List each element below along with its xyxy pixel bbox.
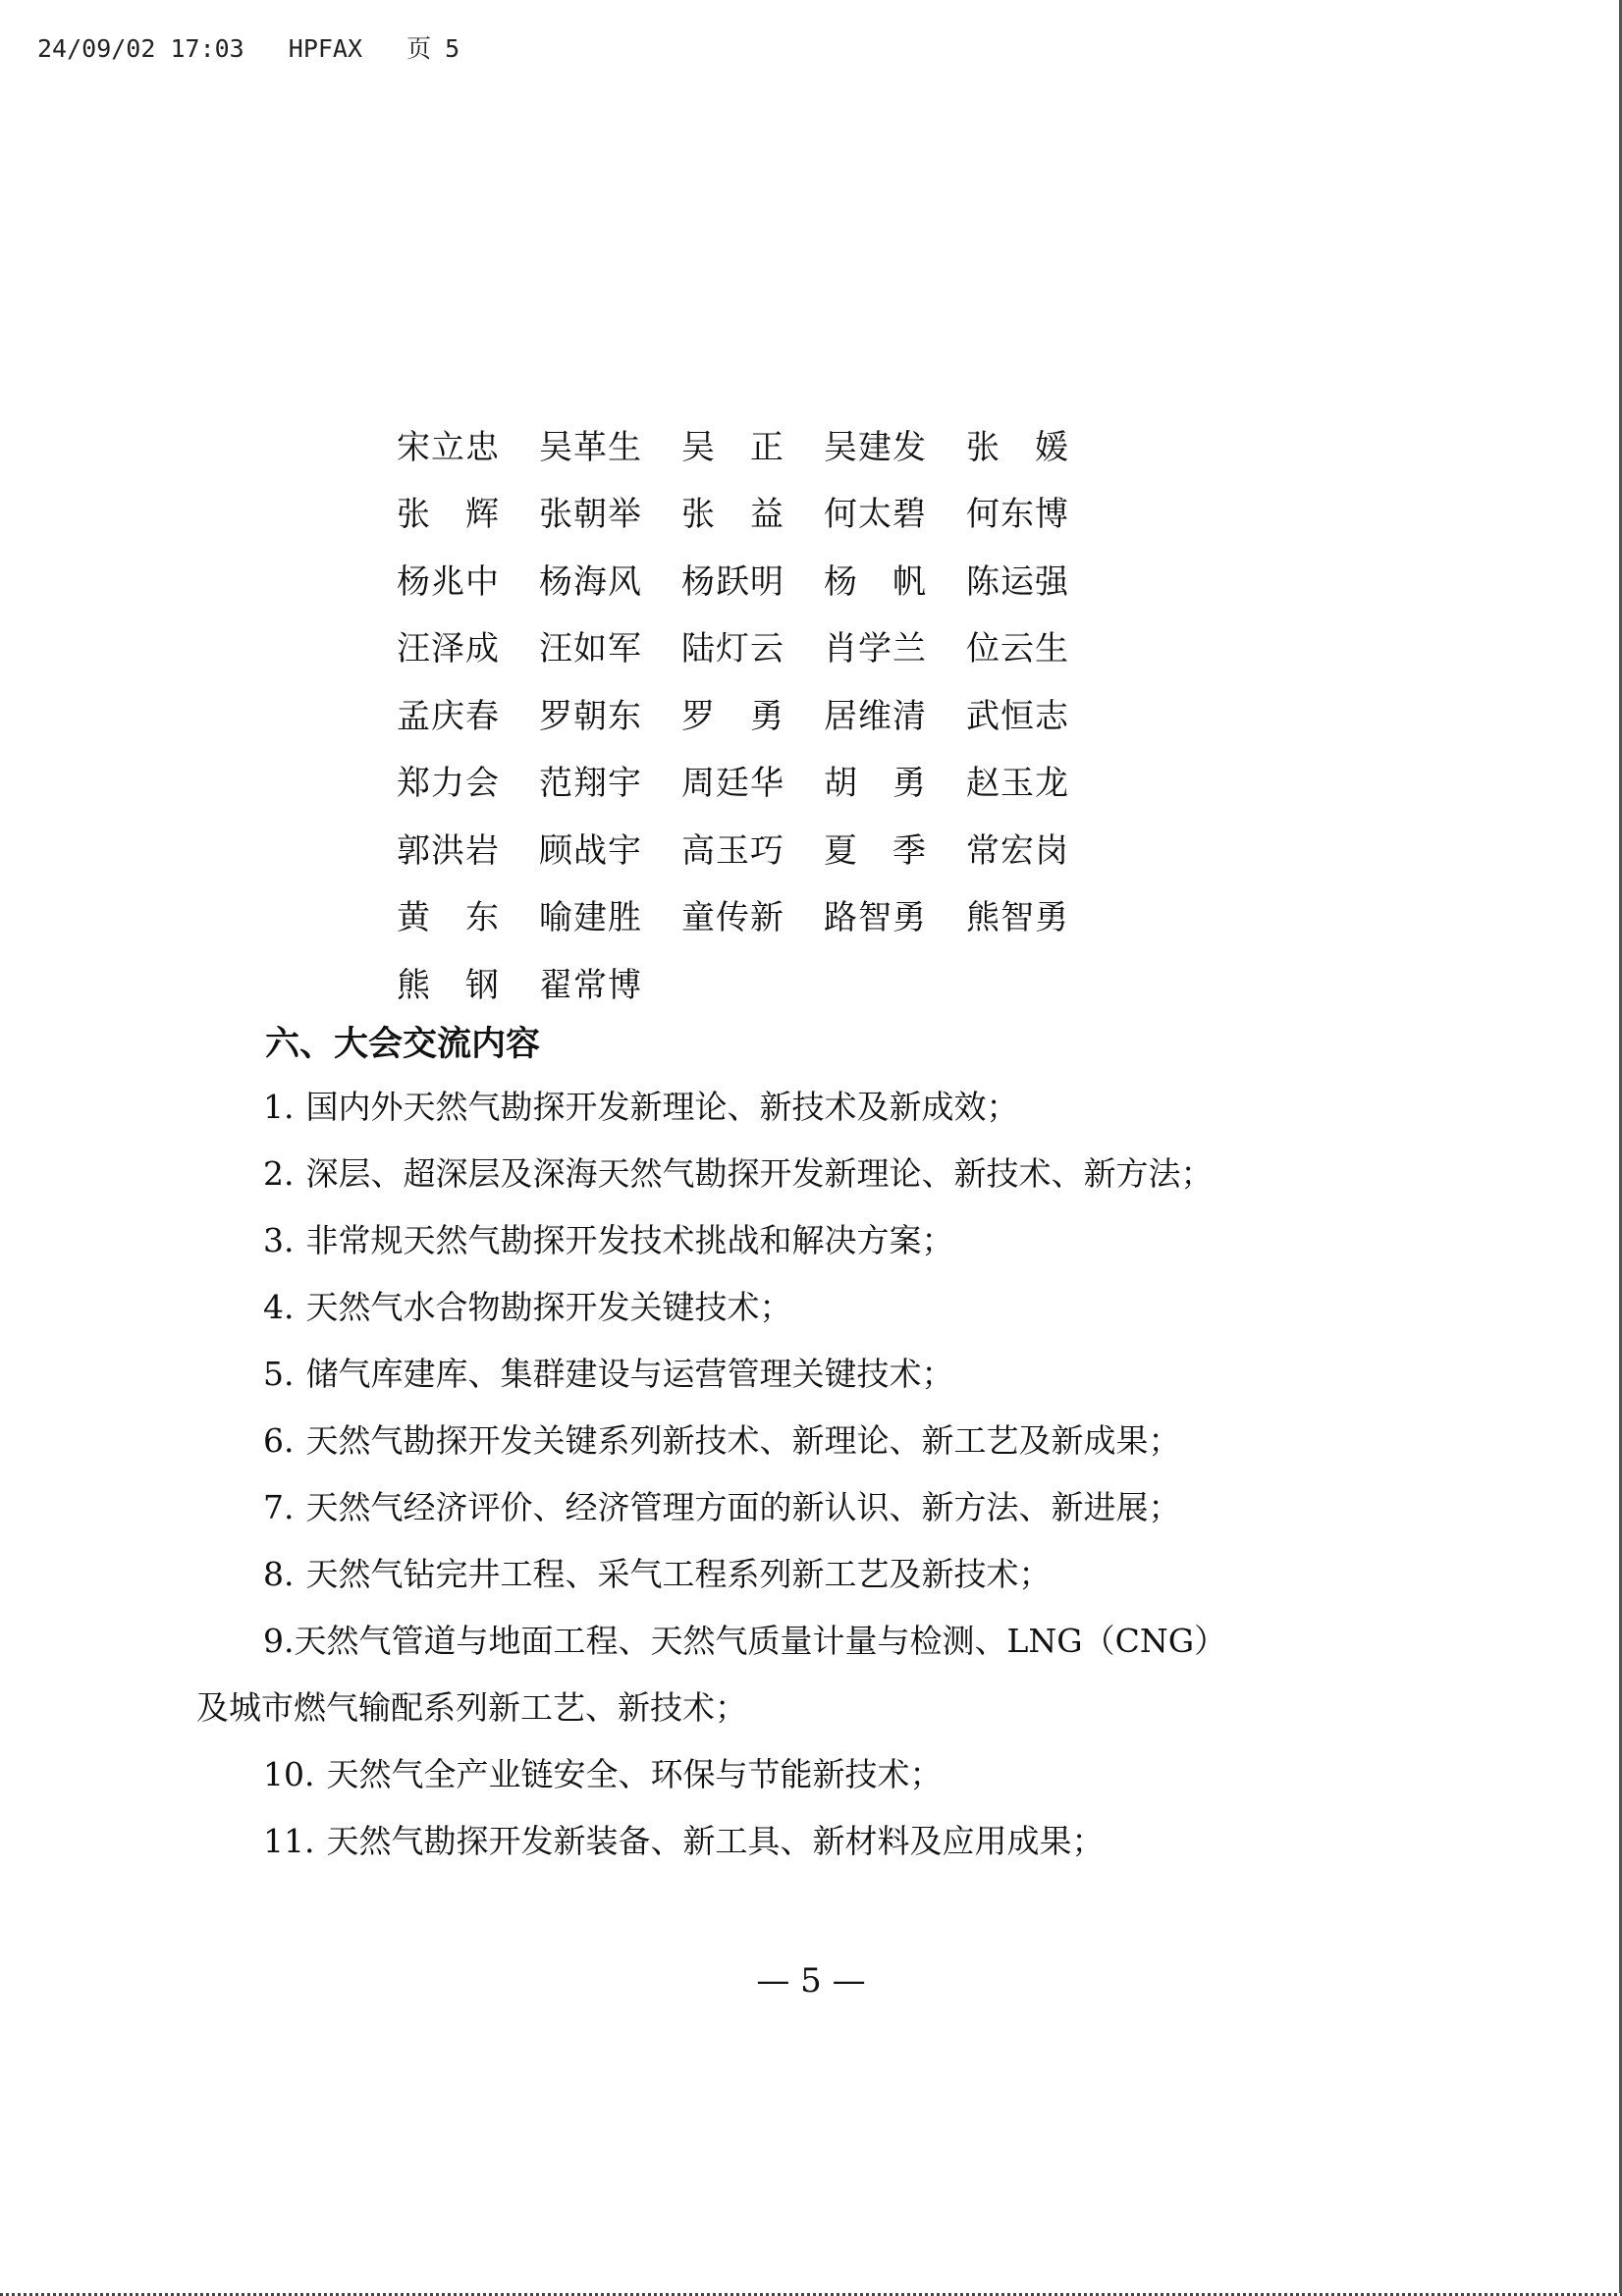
fax-page-ref (406, 34, 489, 63)
fax-page-num: 5 (445, 34, 460, 63)
list-item (263, 1274, 1382, 1341)
item-number: 8. (263, 1555, 295, 1593)
name-cell: 张 辉 (397, 495, 500, 535)
item-text: 天然气钻完井工程、采气工程系列新工艺及新技术； (305, 1555, 1052, 1593)
name-cell: 杨 帆 (824, 561, 927, 602)
item-number: 4. (263, 1288, 295, 1326)
names-row (397, 545, 1123, 613)
list-item (263, 1341, 1382, 1408)
names-row (397, 747, 1123, 815)
name-cell: 张 益 (681, 495, 784, 535)
name-cell: 路智勇 (824, 898, 927, 938)
name-cell: 吴建发 (824, 427, 927, 467)
name-cell: 汪泽成 (397, 629, 500, 669)
name-cell: 郭洪岩 (397, 830, 500, 871)
name-cell: 吴 正 (681, 427, 784, 467)
item-first-line (263, 1608, 1382, 1675)
item-text: 国内外天然气勘探开发新理论、新技术及新成效； (305, 1088, 1019, 1126)
name-cell: 张 媛 (966, 427, 1069, 467)
name-cell: 夏 季 (824, 830, 927, 871)
name-cell: 罗朝东 (539, 696, 642, 736)
name-cell: 赵玉龙 (966, 764, 1069, 804)
names-row (397, 948, 1123, 1016)
names-row (397, 679, 1123, 747)
names-row (397, 613, 1123, 680)
list-item (263, 1808, 1382, 1875)
fax-header (37, 29, 518, 65)
name-cell: 汪如军 (539, 629, 642, 669)
item-text: 天然气全产业链安全、环保与节能新技术； (326, 1755, 943, 1793)
name-cell: 熊智勇 (966, 898, 1069, 938)
item-continuation: 及城市燃气输配系列新工艺、新技术； (196, 1688, 747, 1727)
name-cell: 熊 钢 (397, 965, 500, 1005)
name-cell: 杨兆中 (397, 561, 500, 602)
names-row (397, 881, 1123, 949)
names-row (397, 478, 1123, 546)
name-cell: 胡 勇 (824, 764, 927, 804)
name-cell: 何太碧 (824, 495, 927, 535)
name-cell: 周廷华 (681, 764, 784, 804)
name-cell: 武恒志 (966, 696, 1069, 736)
name-cell: 何东博 (966, 495, 1069, 535)
name-cell: 居维清 (824, 696, 927, 736)
item-text: 天然气水合物勘探开发关键技术； (305, 1288, 792, 1326)
list-item (263, 1207, 1382, 1274)
name-cell: 陆灯云 (681, 629, 784, 669)
list-item (263, 1741, 1382, 1808)
name-cell: 孟庆春 (397, 696, 500, 736)
fax-page-label: 页 (406, 34, 432, 63)
item-number: 2. (263, 1154, 295, 1193)
name-cell: 杨海风 (539, 561, 642, 602)
item-number: 10. (263, 1755, 315, 1793)
list-item (196, 1608, 1382, 1741)
item-number: 3. (263, 1221, 295, 1259)
item-number: 5. (263, 1355, 295, 1393)
item-text: 天然气经济评价、经济管理方面的新认识、新方法、新进展； (305, 1488, 1181, 1526)
item-number: 6. (263, 1421, 295, 1460)
name-cell: 陈运强 (966, 561, 1069, 602)
name-cell: 吴革生 (539, 427, 642, 467)
content-list (196, 1074, 1382, 1875)
item-number: 11. (263, 1822, 315, 1860)
name-cell: 高玉巧 (681, 830, 784, 871)
fax-datetime: 24/09/02 17:03 (37, 34, 244, 63)
name-cell: 宋立忠 (397, 427, 500, 467)
name-cell: 位云生 (966, 629, 1069, 669)
name-cell: 常宏岗 (966, 830, 1069, 871)
item-text: 深层、超深层及深海天然气勘探开发新理论、新技术、新方法； (305, 1154, 1214, 1193)
page-number: — 5 — (756, 1961, 866, 2001)
fax-sender: HPFAX (288, 34, 363, 63)
item-text: 天然气勘探开发关键系列新技术、新理论、新工艺及新成果； (305, 1421, 1181, 1460)
name-cell: 罗 勇 (681, 696, 784, 736)
name-cell: 肖学兰 (824, 629, 927, 669)
item-text: 非常规天然气勘探开发技术挑战和解决方案； (305, 1221, 954, 1259)
list-item (263, 1074, 1382, 1141)
list-item (263, 1408, 1382, 1474)
name-cell: 杨跃明 (681, 561, 784, 602)
name-cell: 顾战宇 (539, 830, 642, 871)
names-row (397, 814, 1123, 881)
name-cell: 翟常博 (539, 965, 642, 1005)
item-number: 7. (263, 1488, 295, 1526)
name-cell: 喻建胜 (539, 898, 642, 938)
name-cell: 郑力会 (397, 764, 500, 804)
section-title: 六、大会交流内容 (265, 1025, 541, 1064)
name-cell: 黄 东 (397, 898, 500, 938)
names-grid (397, 410, 1123, 1016)
item-text: 天然气管道与地面工程、天然气质量计量与检测、LNG（CNG） (294, 1622, 1227, 1660)
item-number: 1. (263, 1088, 295, 1126)
item-text: 储气库建库、集群建设与运营管理关键技术； (305, 1355, 954, 1393)
item-text: 天然气勘探开发新装备、新工具、新材料及应用成果； (326, 1822, 1105, 1860)
item-number: 9. (263, 1622, 295, 1660)
names-row (397, 410, 1123, 478)
name-cell: 童传新 (681, 898, 784, 938)
list-item (263, 1541, 1382, 1608)
list-item (263, 1474, 1382, 1541)
name-cell: 范翔宇 (539, 764, 642, 804)
list-item (263, 1141, 1382, 1207)
name-cell: 张朝举 (539, 495, 642, 535)
